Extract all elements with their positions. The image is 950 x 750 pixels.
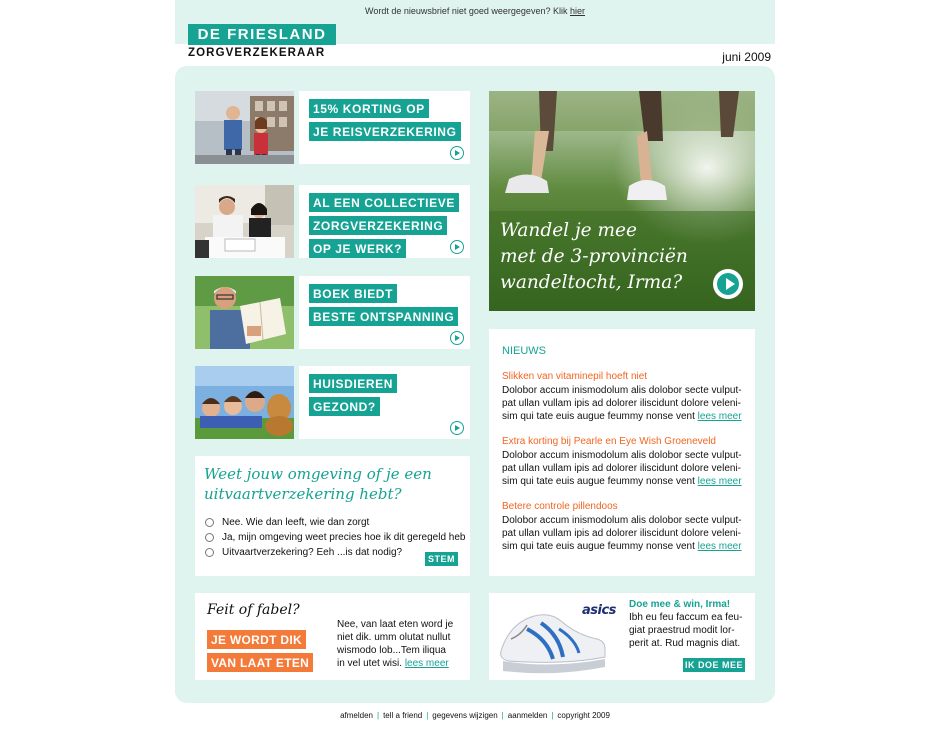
news-heading: NIEUWS [502, 345, 546, 357]
join-button[interactable]: IK DOE MEE [684, 660, 743, 670]
teaser-title-line: BESTE ONTSPANNING [309, 307, 458, 326]
myth-title: Feit of fabel? [207, 602, 300, 618]
radio-button[interactable] [205, 518, 214, 527]
promo-body-line: perit at. Rud magnis diat. [629, 638, 741, 649]
poll-option[interactable] [205, 532, 465, 543]
teaser-title-line: GEZOND? [309, 397, 380, 416]
news-item [502, 371, 752, 423]
teaser-title-line: JE REISVERZEKERING [309, 122, 461, 141]
teaser-pets-card[interactable] [299, 366, 470, 439]
subscribe-link[interactable]: aanmelden [507, 711, 548, 720]
news-item [502, 436, 752, 488]
view-online-notice [175, 6, 775, 16]
myth-body-line: wismodo lob...Tem iliqua [337, 645, 446, 656]
teaser-collective-title [309, 193, 459, 262]
poll-option-label: Ja, mijn omgeving weet precies hoe ik dit geregeld heb [222, 532, 466, 543]
teaser-travel-image[interactable] [195, 91, 294, 164]
promo-body-line: Ibh eu feu faccum ea feu- [629, 612, 743, 623]
footer [175, 711, 775, 720]
news-body-line: sim qui tate euis augue feummy nonse vent [502, 476, 695, 487]
footer-separator: | [501, 711, 504, 720]
news-panel [489, 329, 755, 576]
teaser-pets-image[interactable] [195, 366, 294, 439]
promo-panel [489, 593, 755, 680]
news-body-line: pat ullan vullam ipis ad dolorer iliscidunt dolore veleni- [502, 528, 742, 539]
news-body-line: Dolobor accum inismodolum alis dolobor secte vulput- [502, 385, 742, 396]
poll-question [204, 464, 464, 504]
footer-separator: | [377, 711, 380, 720]
teaser-book-card[interactable] [299, 276, 470, 349]
read-more-link[interactable]: lees meer [697, 411, 742, 422]
teaser-title-line: 15% KORTING OP [309, 99, 429, 118]
hero-banner[interactable] [489, 91, 755, 311]
hero-line-1: Wandel je mee [500, 220, 637, 241]
poll-question-line: Weet jouw omgeving of je een [204, 465, 432, 483]
teaser-collective-image[interactable] [195, 185, 294, 258]
myth-body-line: Nee, van laat eten word je [337, 619, 454, 630]
news-body-line: pat ullan vullam ipis ad dolorer iliscidunt dolore veleni- [502, 398, 742, 409]
teaser-pets-title [309, 374, 397, 420]
edit-details-link[interactable]: gegevens wijzigen [432, 711, 498, 720]
teaser-collective-card[interactable] [299, 185, 470, 258]
promo-title: Doe mee & win, Irma! [629, 599, 731, 610]
news-body-line: Dolobor accum inismodolum alis dolobor secte vulput- [502, 450, 742, 461]
radio-button[interactable] [205, 548, 214, 557]
news-item-body [502, 384, 752, 423]
promo-text [629, 599, 753, 650]
footer-separator: | [551, 711, 554, 720]
teaser-book-title [309, 284, 458, 330]
teaser-title-line: AL EEN COLLECTIEVE [309, 193, 459, 212]
news-body-line: sim qui tate euis augue feummy nonse vent [502, 411, 695, 422]
unsubscribe-link[interactable]: afmelden [340, 711, 373, 720]
asics-logo: asics [582, 603, 616, 618]
myth-tags [207, 630, 313, 676]
news-item-body [502, 514, 752, 553]
poll-option[interactable] [205, 517, 369, 528]
myth-body-line: niet dik. umm olutat nullut [337, 632, 451, 643]
news-body-line: sim qui tate euis augue feummy nonse vent [502, 541, 695, 552]
myth-panel [195, 593, 470, 680]
teaser-title-line: ZORGVERZEKERING [309, 216, 447, 235]
news-body-line: pat ullan vullam ipis ad dolorer iliscidunt dolore veleni- [502, 463, 742, 474]
issue-date: juni 2009 [722, 50, 771, 64]
myth-body [337, 618, 467, 670]
news-item-title[interactable]: Slikken van vitaminepil hoeft niet [502, 371, 648, 382]
hero-heading [500, 218, 730, 296]
news-body-line: Dolobor accum inismodolum alis dolobor secte vulput- [502, 515, 742, 526]
poll-panel [195, 456, 470, 576]
read-more-link[interactable]: lees meer [404, 658, 449, 669]
tell-a-friend-link[interactable]: tell a friend [383, 711, 423, 720]
teaser-travel-card[interactable] [299, 91, 470, 164]
news-item-title[interactable]: Extra korting bij Pearle en Eye Wish Groeneveld [502, 436, 716, 447]
arrow-right-icon[interactable] [450, 146, 464, 160]
news-item-title[interactable]: Betere controle pillendoos [502, 501, 618, 512]
teaser-travel-title [309, 99, 461, 145]
poll-option-label: Nee. Wie dan leeft, wie dan zorgt [222, 517, 370, 528]
arrow-right-icon[interactable] [450, 240, 464, 254]
arrow-right-icon[interactable] [450, 421, 464, 435]
hero-line-3: wandeltocht, Irma? [500, 272, 683, 293]
read-more-link[interactable]: lees meer [697, 541, 742, 552]
news-item [502, 501, 752, 553]
copyright: copyright 2009 [557, 711, 610, 720]
radio-button[interactable] [205, 533, 214, 542]
read-more-link[interactable]: lees meer [697, 476, 742, 487]
notice-text: Wordt de nieuwsbrief niet goed weergegeven? Klik [365, 6, 568, 16]
poll-question-line: uitvaartverzekering hebt? [204, 485, 402, 503]
promo-body [629, 611, 753, 650]
teaser-title-line: OP JE WERK? [309, 239, 406, 258]
couple-photo-icon [195, 91, 294, 164]
teaser-title-line: BOEK BIEDT [309, 284, 397, 303]
office-meeting-photo-icon [195, 185, 294, 258]
vote-button[interactable]: STEM [425, 552, 458, 566]
poll-option[interactable] [205, 547, 402, 558]
view-online-link[interactable]: hier [569, 6, 585, 16]
teaser-book-image[interactable] [195, 276, 294, 349]
myth-tag-line: JE WORDT DIK [207, 630, 306, 649]
promo-body-line: giat praestrud modit lor- [629, 625, 735, 636]
myth-tag-line: VAN LAAT ETEN [207, 653, 313, 672]
play-arrow-icon[interactable] [713, 269, 743, 299]
teaser-title-line: HUISDIEREN [309, 374, 397, 393]
logo: DE FRIESLAND [188, 24, 336, 45]
arrow-right-icon[interactable] [450, 331, 464, 345]
myth-body-line: in vel utet wisi. [337, 658, 403, 669]
poll-option-label: Uitvaartverzekering? Eeh ...is dat nodig? [222, 547, 403, 558]
footer-separator: | [426, 711, 429, 720]
logo-subtitle: ZORGVERZEKERAAR [188, 47, 326, 59]
man-reading-photo-icon [195, 276, 294, 349]
hero-line-2: met de 3-provinciën [500, 246, 688, 267]
news-item-body [502, 449, 752, 488]
family-with-dog-photo-icon [195, 366, 294, 439]
